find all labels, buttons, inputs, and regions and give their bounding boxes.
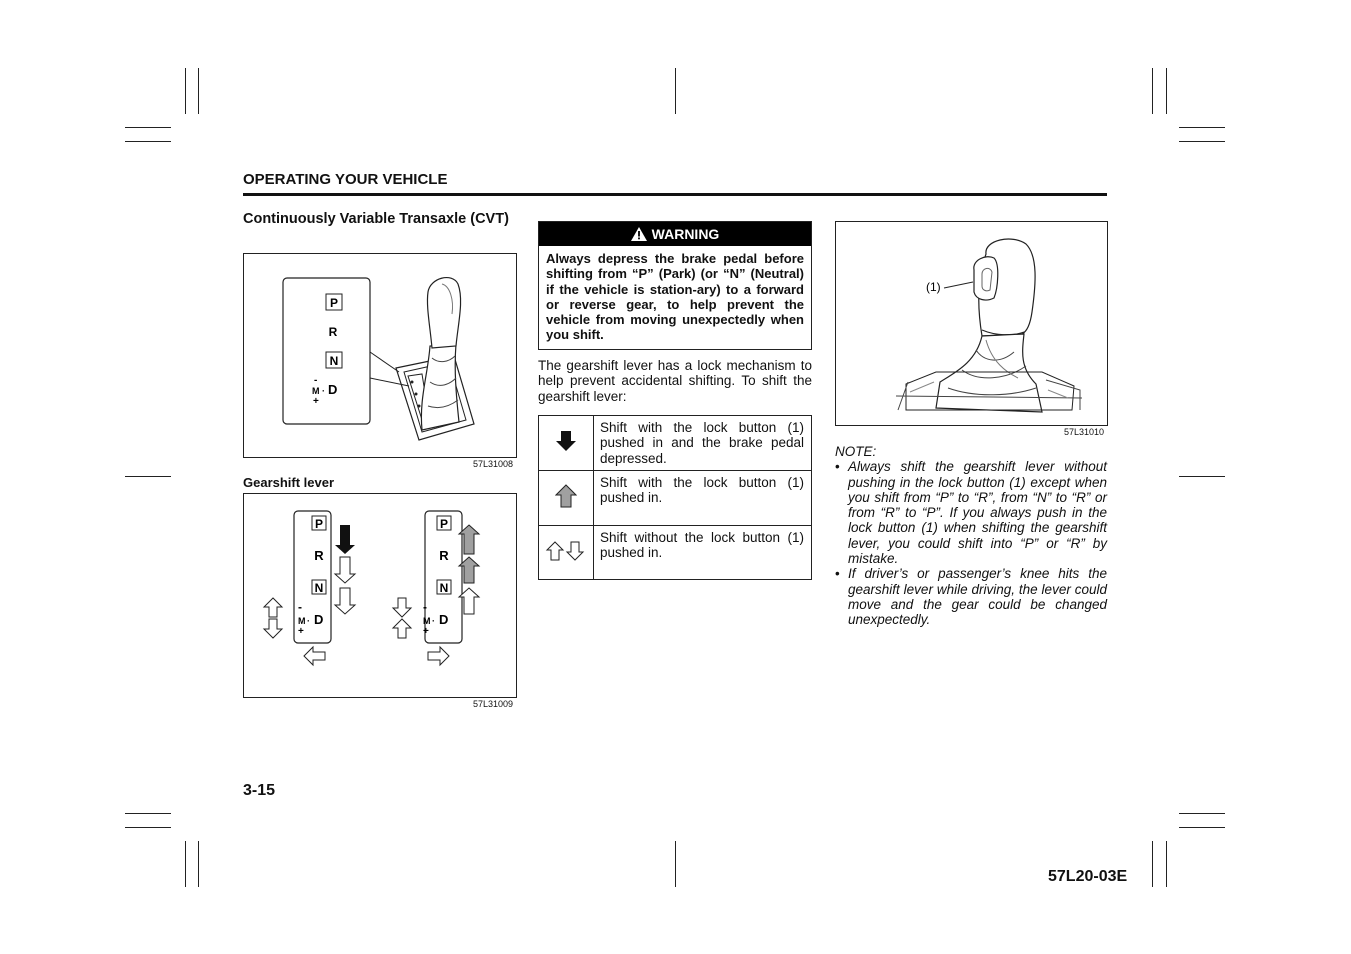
list-item: • Always shift the gearshift lever without pushing in the lock button (1) except when you shift from “P” to “R”, from “N” to “R” or from “R” to “P”. If you always push in the lock button (1) when shifting the gearshift lever, you could shift into “P” or “R” by mistake.: [835, 459, 1107, 566]
pattern1-n-label: N: [314, 581, 324, 595]
gate-n-label: N: [329, 354, 339, 368]
legend-text-3: Shift without the lock button (1) pushed in.: [594, 526, 812, 580]
gate-r-label: R: [328, 325, 338, 339]
legend-text-1: Shift with the lock button (1) pushed in and the brake pedal depressed.: [594, 416, 812, 471]
warning-triangle-icon: [631, 227, 647, 241]
pattern2-minus-label: -: [423, 600, 427, 614]
gate-minus-label: -: [314, 375, 318, 386]
svg-text:·: ·: [322, 386, 325, 396]
pattern2-n-label: N: [439, 581, 449, 595]
header-rule: [243, 193, 1107, 196]
svg-text:·: ·: [432, 616, 435, 626]
gate-d-label: D: [328, 382, 338, 397]
lock-button-figure: [835, 221, 1108, 426]
pattern1-plus-label: +: [298, 626, 304, 637]
table-row: [539, 416, 812, 471]
solid-black-down-arrow-icon: [555, 430, 577, 452]
pattern1-d-label: D: [314, 612, 324, 627]
pattern1-p-label: P: [314, 517, 324, 531]
figure-code-1: 57L31008: [473, 459, 514, 469]
note-label: NOTE:: [835, 444, 877, 459]
gate-figure: [243, 253, 517, 458]
arrow-legend-table: [538, 415, 812, 580]
gate-p-label: P: [329, 296, 339, 310]
pattern2-r-label: R: [439, 548, 449, 563]
page-number: 3-15: [243, 782, 276, 799]
lock-mechanism-paragraph: The gearshift lever has a lock mechanism to help prevent accidental shifting. To shift the gearshift lever:: [538, 358, 812, 404]
legend-text-2: Shift with the lock button (1) pushed in.: [594, 471, 812, 526]
note-block: [835, 444, 1107, 628]
warning-text: Always depress the brake pedal before shifting from “P” (Park) (or “N” (Neutral) if the vehicle is station-ary) to a forward or reverse gear, to help prevent the vehicle from moving unexpectedly when you shift.: [546, 251, 804, 343]
pattern1-m-label: M: [298, 616, 306, 626]
gate-m-label: M: [312, 386, 320, 396]
pattern2-p-label: P: [439, 517, 449, 531]
table-row: [539, 526, 812, 580]
svg-text:·: ·: [307, 616, 310, 626]
pattern2-m-label: M: [423, 616, 431, 626]
figure-code-3: 57L31010: [1064, 427, 1105, 437]
gearshift-lever-heading: Gearshift lever: [243, 475, 335, 490]
pattern1-r-label: R: [314, 548, 324, 563]
note-list: [835, 459, 1107, 627]
gray-up-arrow-icon: [555, 484, 577, 508]
cvt-heading: Continuously Variable Transaxle (CVT): [243, 211, 509, 227]
warning-title: WARNING: [651, 226, 720, 242]
figure-code-2: 57L31009: [473, 699, 514, 709]
warning-header: [539, 222, 811, 246]
pattern2-plus-label: +: [423, 626, 429, 637]
outline-up-down-arrows-icon: [545, 541, 587, 561]
section-title: OPERATING YOUR VEHICLE: [243, 171, 448, 188]
warning-box: [538, 221, 812, 350]
lock-button-callout: (1): [926, 280, 941, 294]
pattern2-d-label: D: [439, 612, 449, 627]
table-row: [539, 471, 812, 526]
list-item: • If driver’s or passenger’s knee hits the gearshift lever while driving, the lever could move and the gear could be changed unexpectedly.: [835, 566, 1107, 627]
gate-plus-label: +: [313, 396, 319, 407]
document-code: 57L20-03E: [1048, 868, 1128, 885]
pattern1-minus-label: -: [298, 600, 302, 614]
shift-pattern-figure: [243, 493, 517, 698]
